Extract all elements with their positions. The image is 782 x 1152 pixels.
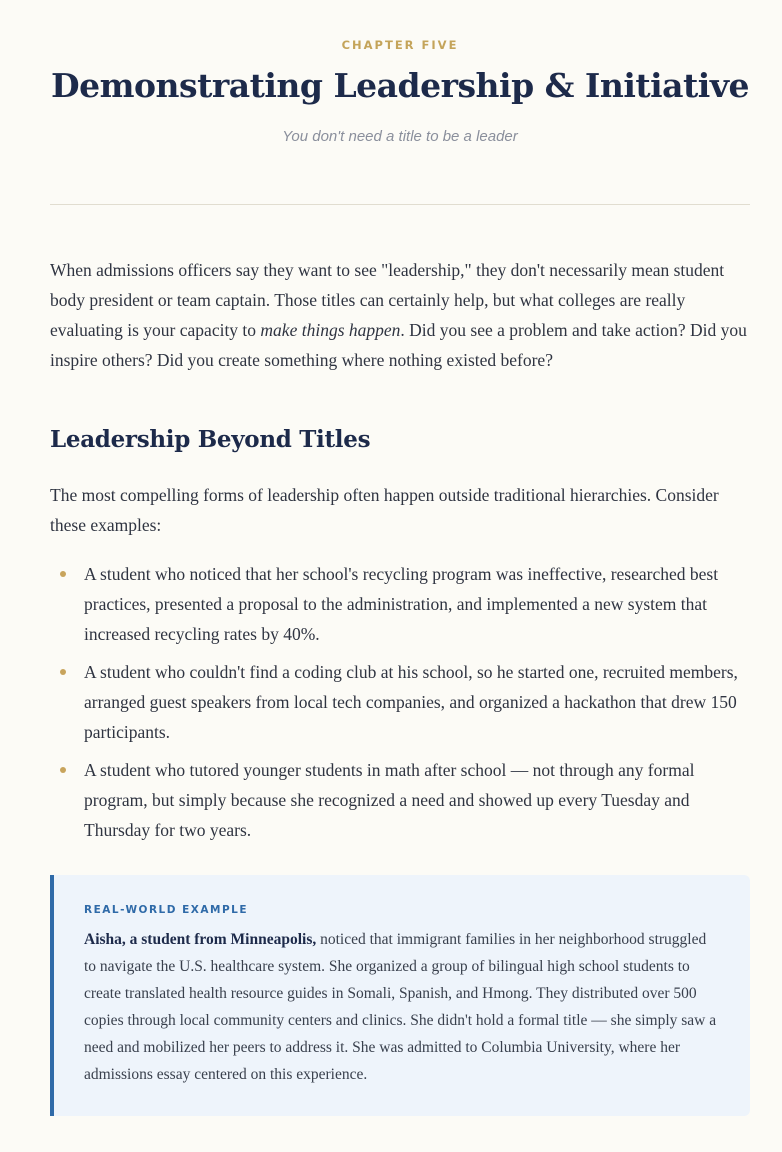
chapter-kicker: CHAPTER FIVE <box>341 38 459 52</box>
section-heading: Leadership Beyond Titles <box>50 426 371 453</box>
real-world-example-callout <box>50 875 750 1116</box>
intro-text-start: When admissions officers say they want to see "leadership," they don't necessarily mean student body president or team captain. Those titles can certainly help, but what colleges are really evaluating is your capacity to <box>50 260 725 340</box>
list-item <box>50 559 750 649</box>
header-divider <box>50 204 750 205</box>
list-item-text: A student who noticed that her school's recycling program was ineffective, researched best practices, presented a proposal to the administration, and implemented a new system that increased recycling rates by 40%. <box>84 564 719 644</box>
bullet-dot-icon <box>60 669 66 675</box>
intro-paragraph <box>50 255 754 375</box>
bullet-dot-icon <box>60 571 66 577</box>
list-item <box>50 657 750 747</box>
bullet-dot-icon <box>60 767 66 773</box>
intro-text-end: . Did you see a problem and take action? Did you inspire others? Did you create something where nothing existed before? <box>50 320 747 370</box>
callout-label: REAL-WORLD EXAMPLE <box>84 904 249 916</box>
page-title: Demonstrating Leadership & Initiative <box>50 66 750 105</box>
list-item <box>50 755 750 845</box>
section-lead-paragraph: The most compelling forms of leadership often happen outside traditional hierarchies. Consider these examples: <box>50 485 719 535</box>
callout-body <box>84 926 720 1088</box>
intro-emphasis: make things happen <box>260 320 401 340</box>
list-item-text: A student who tutored younger students in math after school — not through any formal program, but simply because she recognized a need and showed up every Tuesday and Thursday for two years. <box>84 760 695 840</box>
list-item-text: A student who couldn't find a coding club at his school, so he started one, recruited members, arranged guest speakers from local tech companies, and organized a hackathon that drew 150 participants. <box>84 662 738 742</box>
examples-list <box>50 559 750 853</box>
callout-lead: Aisha, a student from Minneapolis, <box>84 931 317 948</box>
callout-text: noticed that immigrant families in her neighborhood struggled to navigate the U.S. healthcare system. She organized a group of bilingual high school students to create translated health resource guides in Somali, Spanish, and Hmong. They distributed over 500 copies through local community centers and clinics. She didn't hold a formal title — she simply saw a need and mobilized her peers to address it. She was admitted to Columbia University, where her admissions essay centered on this experience. <box>84 931 717 1083</box>
page-subtitle: You don't need a title to be a leader <box>282 128 518 145</box>
